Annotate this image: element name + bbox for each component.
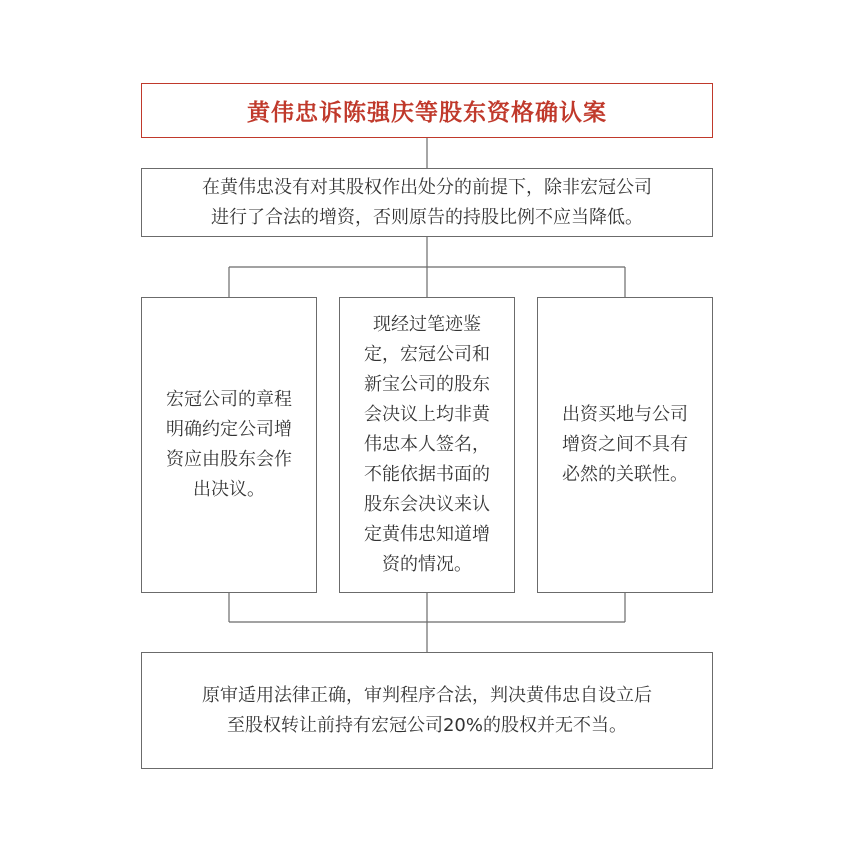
reason-right-line-3: 必然的关联性。 — [562, 464, 688, 485]
reason-right-line-2: 增资之间不具有 — [562, 434, 688, 455]
reason-box-right — [537, 297, 713, 593]
premise-line-2: 进行了合法的增资，否则原告的持股比例不应当降低。 — [211, 206, 643, 228]
reason-middle-line-5: 伟忠本人签名， — [364, 434, 490, 455]
reason-right-text — [562, 400, 688, 490]
reason-right-line-1: 出资买地与公司 — [562, 404, 688, 425]
conclusion-text — [202, 681, 652, 741]
reason-left-line-4: 出决议。 — [193, 479, 265, 500]
reason-middle-line-3: 新宝公司的股东 — [364, 374, 490, 395]
reason-box-middle — [339, 297, 515, 593]
reason-middle-line-6: 不能依据书面的 — [364, 464, 490, 485]
reason-middle-line-1: 现经过笔迹鉴 — [373, 314, 481, 335]
reason-left-line-1: 宏冠公司的章程 — [166, 389, 292, 410]
reason-left-text — [166, 385, 292, 505]
diagram-title: 黄伟忠诉陈强庆等股东资格确认案 — [247, 100, 607, 126]
reason-middle-line-8: 定黄伟忠知道增 — [364, 524, 490, 545]
reason-left-line-3: 资应由股东会作 — [166, 449, 292, 470]
conclusion-line-2: 至股权转让前持有宏冠公司20%的股权并无不当。 — [226, 714, 627, 736]
reason-middle-line-4: 会决议上均非黄 — [364, 404, 490, 425]
reason-middle-line-9: 资的情况。 — [382, 554, 472, 575]
reason-left-line-2: 明确约定公司增 — [166, 419, 292, 440]
premise-box — [141, 168, 713, 237]
reason-box-left — [141, 297, 317, 593]
reason-middle-line-2: 定，宏冠公司和 — [364, 344, 490, 365]
reason-middle-text — [364, 310, 490, 580]
title-box — [141, 83, 713, 138]
premise-line-1: 在黄伟忠没有对其股权作出处分的前提下，除非宏冠公司 — [202, 176, 652, 198]
premise-text — [202, 173, 652, 233]
reason-middle-line-7: 股东会决议来认 — [364, 494, 490, 515]
conclusion-box — [141, 652, 713, 769]
conclusion-line-1: 原审适用法律正确，审判程序合法，判决黄伟忠自设立后 — [202, 684, 652, 706]
